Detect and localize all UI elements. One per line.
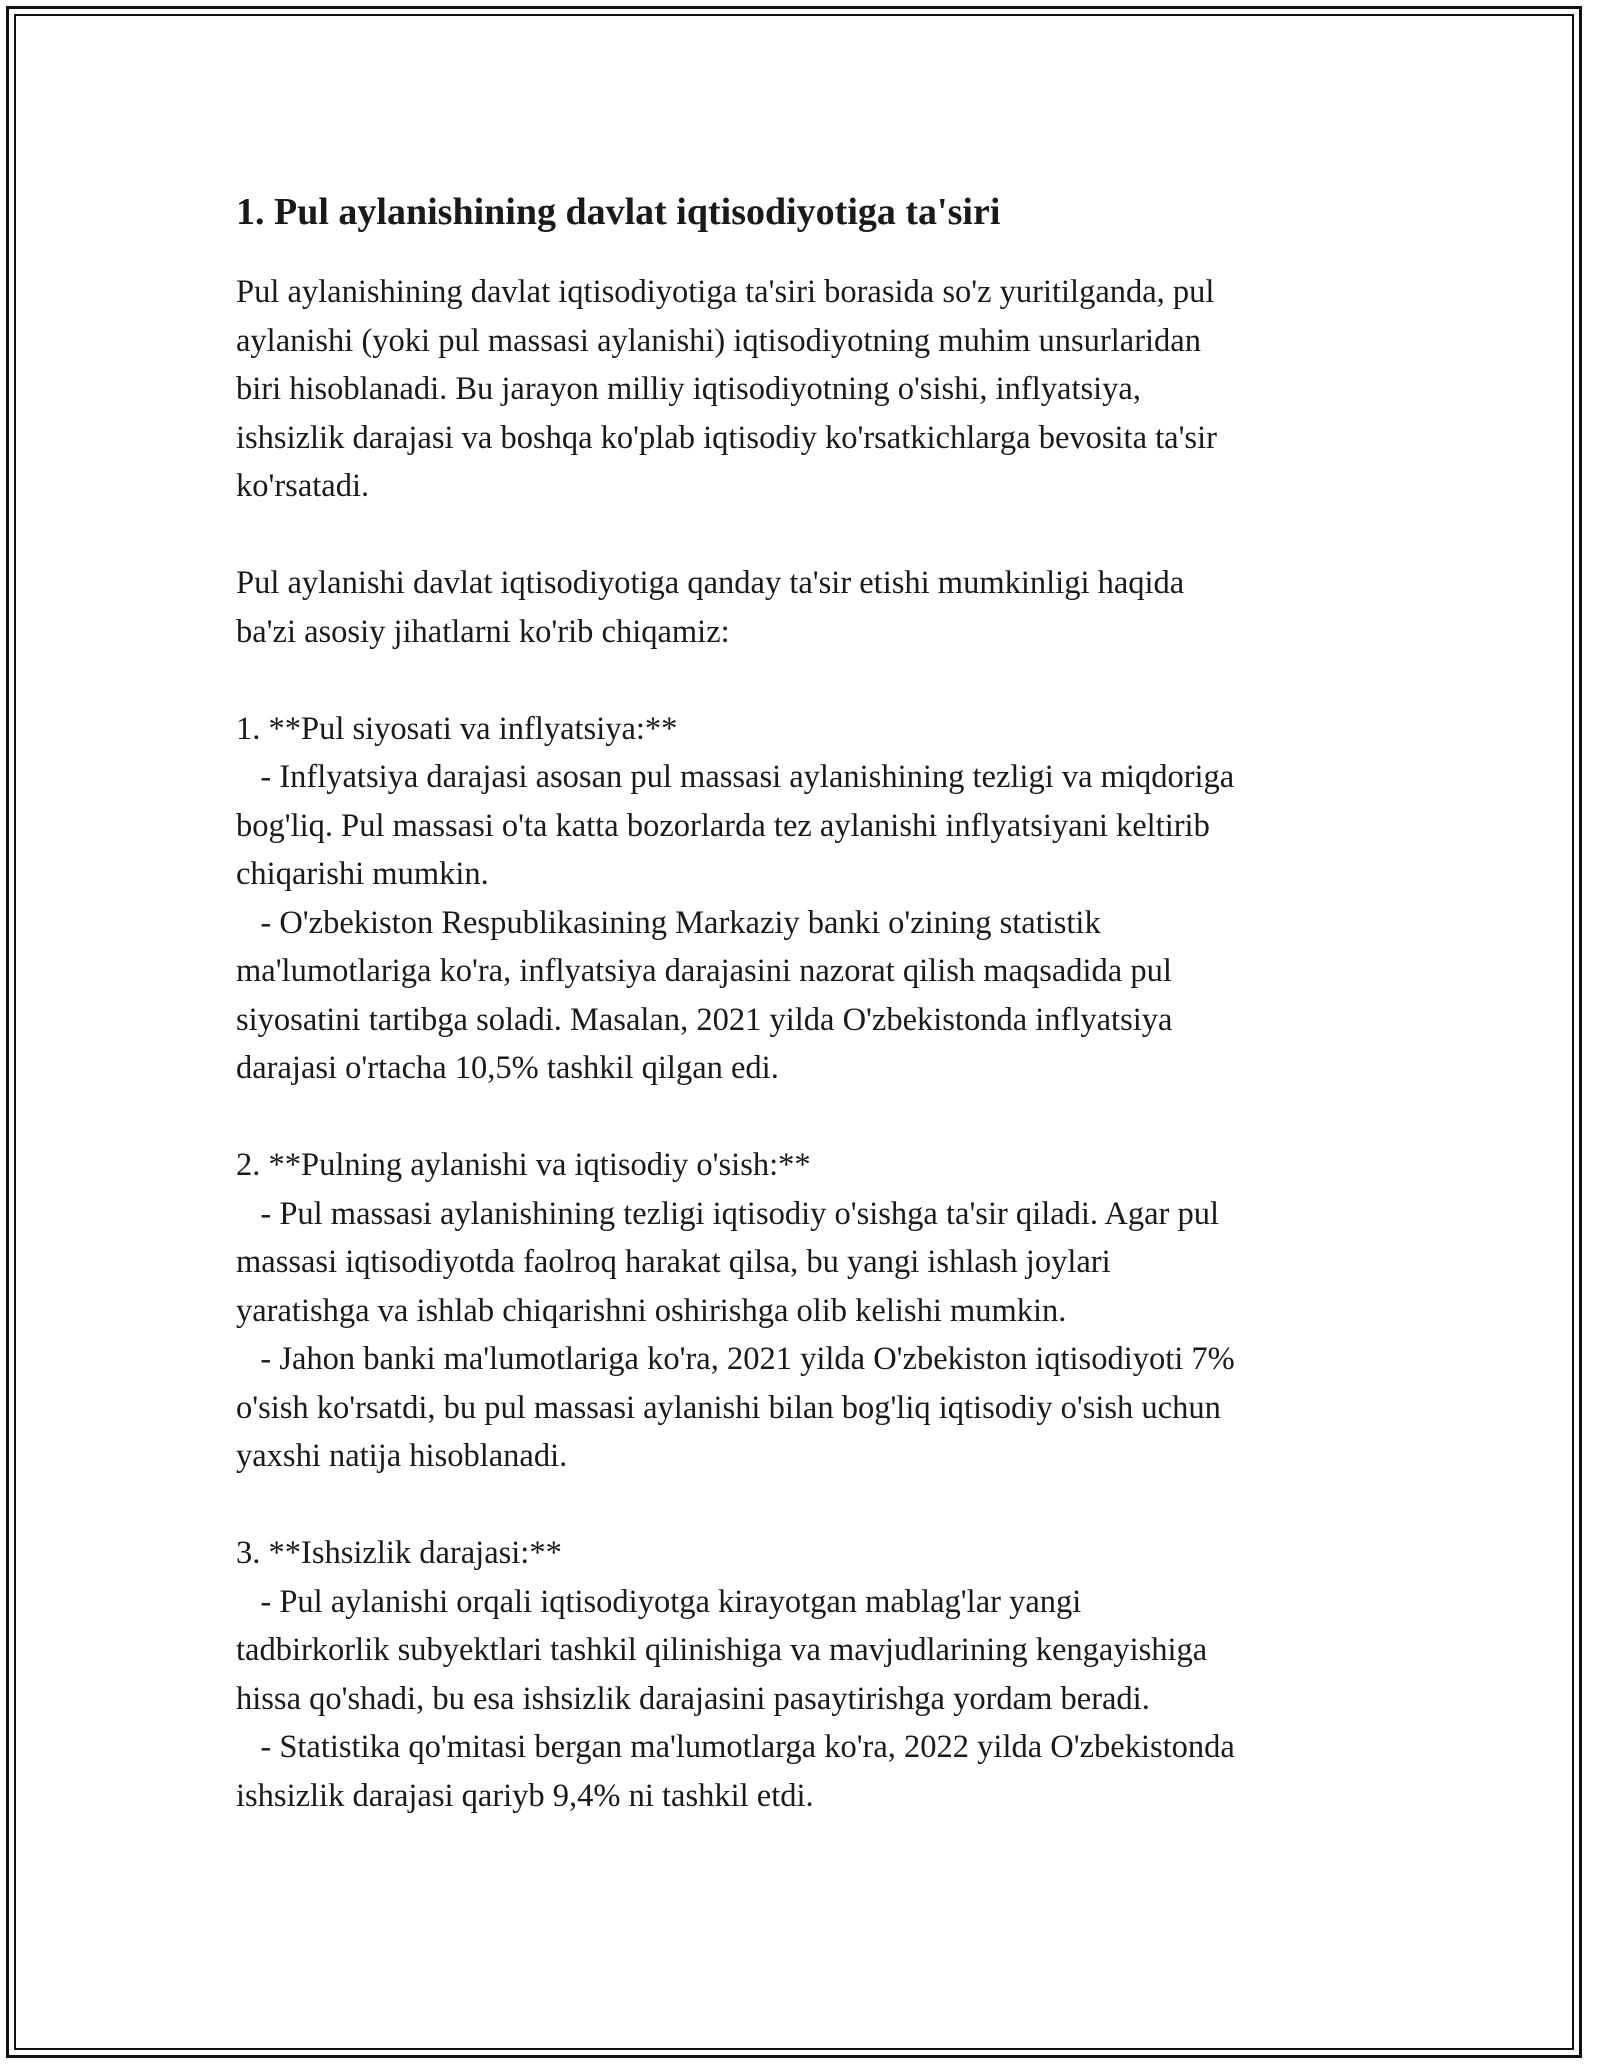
document-body: Pul aylanishining davlat iqtisodiyotiga ta'siri borasida so'z yuritilganda, pul aylanishi (yoki pul massasi aylanishi) iqtisodiyotning muhim unsurlaridan biri hisoblanadi. Bu jarayon milliy iqtisodiyotning o'sishi, inflyatsiya, ishsizlik darajasi va boshqa ko'plab iqtisodiy ko'rsatkichlarga bevosita ta'sir ko'rsatadi. Pul aylanishi davlat iqtisodiyotiga qanday ta'sir etishi mumkinligi haqida ba'zi asosiy jihatlarni ko'rib chiqamiz: 1. **Pul siyosati va inflyatsiya:** - Inflyatsiya darajasi asosan pul massasi aylanishining tezligi va miqdoriga bog'liq. Pul massasi o'ta katta bozorlarda tez aylanishi inflyatsiyani keltirib chiqarishi mumkin. - O'zbekiston Respublikasining Markaziy banki o'zining statistik ma'lumotlariga ko'ra, inflyatsiya darajasini nazorat qilish maqsadida pul siyosatini tartibga soladi. Masalan, 2021 yilda O'zbekistonda inflyatsiya darajasi o'rtacha 10,5% tashkil qilgan edi. 2. **Pulning aylanishi va iqtisodiy o'sish:** - Pul massasi aylanishining tezligi iqtisodiy o'sishga ta'sir qiladi. Agar pul massasi iqtisodiyotda faolroq harakat qilsa, bu yangi ishlash joylari yaratishga va ishlab chiqarishni oshirishga olib kelishi mumkin. - Jahon banki ma'lumotlariga ko'ra, 2021 yilda O'zbekiston iqtisodiyoti 7% o'sish ko'rsatdi, bu pul massasi aylanishi bilan bog'liq iqtisodiy o'sish uchun yaxshi natija hisoblanadi. 3. **Ishsizlik darajasi:** - Pul aylanishi orqali iqtisodiyotga kirayotgan mablag'lar yangi tadbirkorlik subyektlari tashkil qilinishiga va mavjudlarining kengayishiga hissa qo'shadi, bu esa ishsizlik darajasini pasaytirishga yordam beradi. - Statistika qo'mitasi bergan ma'lumotlarga ko'ra, 2022 yilda O'zbekistonda ishsizlik darajasi qariyb 9,4% ni tashkil etdi. [236,274,1235,1814]
document-title: 1. Pul aylanishining davlat iqtisodiyotiga ta'siri [236,191,1001,233]
document-content [236,186,1366,1820]
